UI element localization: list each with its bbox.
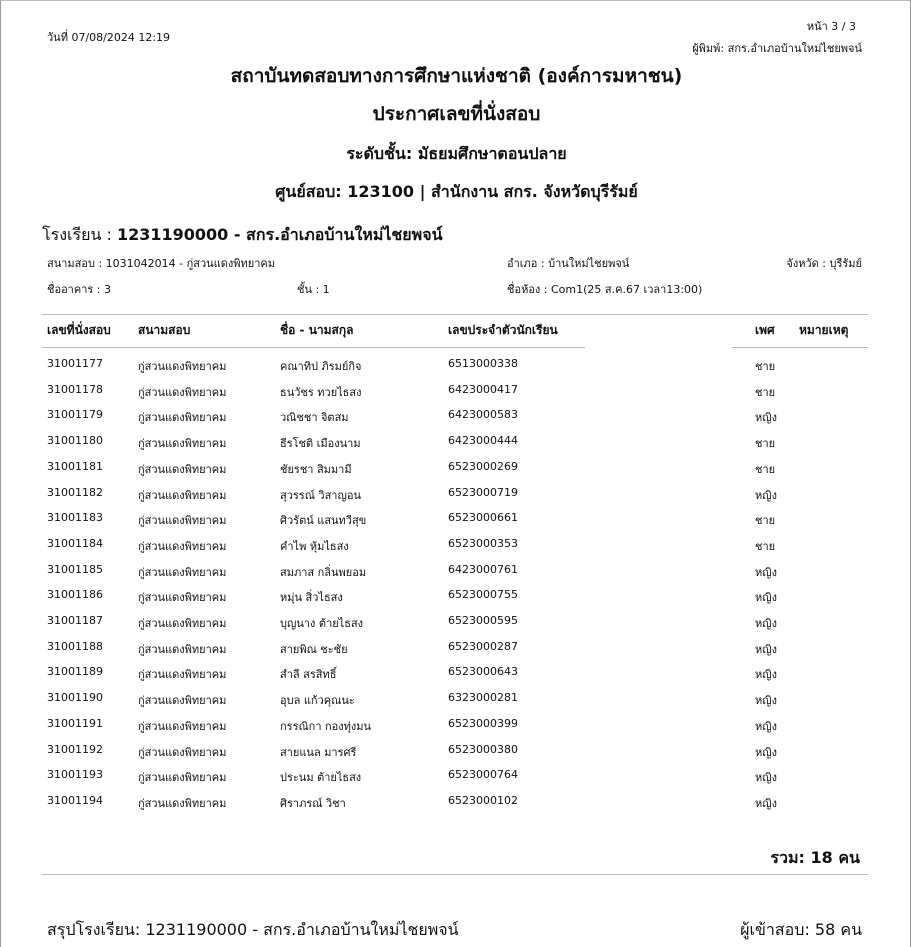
table-row [1, 588, 911, 614]
student-name: ศิราภรณ์ วิชา [280, 796, 346, 810]
sex-cell: หญิง [755, 719, 777, 733]
student-id: 6523000595 [448, 614, 518, 627]
student-id: 6523000380 [448, 742, 518, 756]
student-id: 6523000287 [448, 639, 518, 653]
student-id: 6513000338 [448, 357, 518, 370]
student-id: 6323000281 [448, 691, 518, 705]
sex-cell: ชาย [755, 360, 776, 373]
exam-site-cell: กู่สวนแดงพิทยาคม [138, 437, 227, 451]
table-row [1, 357, 911, 383]
student-name: สายแนล มารศรี [280, 745, 357, 759]
seat-number: 31001179 [47, 408, 103, 422]
sex-cell: ชาย [755, 462, 776, 476]
sex-cell: หญิง [755, 771, 777, 785]
sex-cell: หญิง [755, 642, 777, 656]
seat-number: 31001178 [47, 382, 103, 396]
student-id: 6523000102 [448, 793, 518, 807]
sex-cell: หญิง [755, 745, 777, 759]
student-name: ธีรโชติ เมืองนาม [280, 437, 361, 451]
exam-site-cell: กู่สวนแดงพิทยาคม [138, 694, 227, 708]
test-center-heading: ศูนย์สอบ: 123100 | สำนักงาน สกร. จังหวัดบุรีรัมย์ [275, 182, 638, 201]
exam-site: สนามสอบ : 1031042014 - กู่สวนแดงพิทยาคม [47, 257, 276, 270]
print-date: วันที่ 07/08/2024 12:19 [47, 31, 171, 44]
student-name: สุวรรณ์ วิสาญอน [280, 488, 361, 502]
table-row [1, 511, 911, 537]
sex-cell: หญิง [755, 694, 777, 708]
exam-site-cell: กู่สวนแดงพิทยาคม [138, 385, 227, 399]
table-row [1, 614, 911, 640]
table-row [1, 794, 911, 820]
school-summary: สรุปโรงเรียน: 1231190000 - สกร.อำเภอบ้านใหม่ไชยพจน์ [47, 920, 459, 939]
student-name: อุบล แก้วคุณนะ [280, 694, 355, 708]
table-top-rule [42, 314, 868, 315]
sex-cell: ชาย [755, 437, 776, 451]
table-row [1, 743, 911, 769]
table-row [1, 408, 911, 434]
school-label: โรงเรียน : [42, 225, 117, 244]
page-number: หน้า 3 / 3 [806, 20, 856, 33]
student-id: 6423000761 [448, 562, 518, 576]
seat-number: 31001183 [47, 511, 103, 525]
col-header-sex: เพศ [755, 323, 775, 337]
room: ชื่อห้อง : Com1(25 ส.ค.67 เวลา13:00) [507, 283, 703, 296]
seat-number: 31001181 [47, 459, 103, 473]
student-name: วณิชชา จิตสม [280, 411, 349, 425]
exam-site-cell: กู่สวนแดงพิทยาคม [138, 668, 227, 682]
table-row [1, 640, 911, 666]
student-name: ธนวัชร ทวยไธสง [280, 385, 362, 399]
sex-cell: หญิง [755, 668, 777, 682]
sex-cell: ชาย [755, 514, 776, 528]
student-id: 6523000764 [448, 768, 518, 782]
seat-number: 31001186 [47, 588, 103, 602]
seat-number: 31001192 [47, 742, 103, 756]
sex-cell: ชาย [755, 539, 776, 553]
student-name: สายพิณ ชะชัย [280, 642, 348, 656]
exam-site-cell: กู่สวนแดงพิทยาคม [138, 360, 227, 373]
seat-number: 31001185 [47, 562, 103, 576]
table-row [1, 665, 911, 691]
exam-site-cell: กู่สวนแดงพิทยาคม [138, 539, 227, 553]
col-header-note: หมายเหตุ [799, 323, 849, 337]
header-underline-left [42, 347, 585, 348]
building: ชื่ออาคาร : 3 [47, 283, 111, 296]
student-name: หมุ่น สิ่วไธสง [280, 591, 343, 605]
student-name: กรรณิกา กองทุ่งมน [280, 719, 372, 733]
col-header-seat: เลขที่นั่งสอบ [47, 323, 111, 337]
student-id: 6523000755 [448, 588, 518, 602]
seat-number: 31001190 [47, 691, 103, 705]
table-row [1, 691, 911, 717]
student-name: คณาทิป ภิรมย์กิจ [280, 360, 362, 373]
exam-site-cell: กู่สวนแดงพิทยาคม [138, 565, 227, 579]
seat-number: 31001180 [47, 434, 103, 448]
seat-number: 31001191 [47, 716, 103, 730]
sex-cell: ชาย [755, 385, 776, 399]
student-name: ศิวรัตน์ แสนทวีสุข [280, 514, 367, 528]
seat-number: 31001188 [47, 639, 103, 653]
student-id: 6523000719 [448, 485, 518, 499]
sex-cell: หญิง [755, 796, 777, 810]
exam-site-cell: กู่สวนแดงพิทยาคม [138, 642, 227, 656]
col-header-student-id: เลขประจำตัวนักเรียน [448, 323, 558, 337]
exam-site-cell: กู่สวนแดงพิทยาคม [138, 591, 227, 605]
level-heading: ระดับชั้น: มัธยมศึกษาตอนปลาย [346, 144, 567, 163]
attendee-count: ผู้เข้าสอบ: 58 คน [740, 920, 862, 939]
student-id: 6523000353 [448, 536, 518, 550]
col-header-site: สนามสอบ [138, 323, 191, 337]
header-underline-right [732, 347, 868, 348]
sex-cell: หญิง [755, 488, 777, 502]
table-row [1, 434, 911, 460]
seat-number: 31001184 [47, 536, 103, 550]
exam-site-cell: กู่สวนแดงพิทยาคม [138, 719, 227, 733]
student-id: 6423000583 [448, 408, 518, 422]
school-value: 1231190000 - สกร.อำเภอบ้านใหม่ไชยพจน์ [116, 225, 443, 244]
table-row [1, 563, 911, 589]
sex-cell: หญิง [755, 411, 777, 425]
student-name: บุญนาง ต้ายไธสง [280, 617, 364, 630]
exam-site-cell: กู่สวนแดงพิทยาคม [138, 462, 227, 476]
student-id: 6523000643 [448, 665, 518, 679]
summary-rule [42, 874, 868, 875]
table-row [1, 537, 911, 563]
student-name: ประนม ต้ายไธสง [280, 771, 362, 785]
exam-site-cell: กู่สวนแดงพิทยาคม [138, 514, 227, 528]
seat-number: 31001193 [47, 768, 103, 782]
sex-cell: หญิง [755, 617, 777, 630]
seat-number: 31001194 [47, 793, 103, 807]
student-name: ชัยรชา สิมมามี [280, 462, 352, 476]
floor: ชั้น : 1 [297, 283, 330, 296]
seat-number: 31001189 [47, 665, 103, 679]
student-id: 6523000661 [448, 511, 518, 525]
exam-site-cell: กู่สวนแดงพิทยาคม [138, 771, 227, 785]
table-row [1, 383, 911, 409]
exam-site-cell: กู่สวนแดงพิทยาคม [138, 745, 227, 759]
total-count: รวม: 18 คน [770, 848, 860, 867]
exam-site-cell: กู่สวนแดงพิทยาคม [138, 617, 227, 630]
table-row [1, 486, 911, 512]
student-name: สมภาส กลิ่นพยอม [280, 565, 367, 579]
seat-number: 31001177 [47, 357, 103, 370]
student-name: คำไพ หุ้มไธสง [280, 539, 349, 553]
sex-cell: หญิง [755, 591, 777, 605]
table-row [1, 717, 911, 743]
document-title: ประกาศเลขที่นั่งสอบ [372, 103, 541, 125]
table-row [1, 460, 911, 486]
seat-number: 31001187 [47, 614, 103, 627]
school-line [42, 223, 443, 248]
student-id: 6523000399 [448, 716, 518, 730]
student-name: สำลี สรสิทธิ์ [280, 668, 337, 682]
seat-number: 31001182 [47, 485, 103, 499]
sex-cell: หญิง [755, 565, 777, 579]
exam-site-cell: กู่สวนแดงพิทยาคม [138, 411, 227, 425]
exam-site-cell: กู่สวนแดงพิทยาคม [138, 796, 227, 810]
organization-title: สถาบันทดสอบทางการศึกษาแห่งชาติ (องค์การมหาชน) [230, 65, 683, 87]
table-row [1, 768, 911, 794]
col-header-name: ชื่อ - นามสกุล [280, 323, 354, 337]
student-id: 6423000444 [448, 434, 518, 448]
student-id: 6523000269 [448, 459, 518, 473]
exam-site-cell: กู่สวนแดงพิทยาคม [138, 488, 227, 502]
district: อำเภอ : บ้านใหม่ไชยพจน์ [507, 257, 630, 270]
printer-name: ผู้พิมพ์: สกร.อำเภอบ้านใหม่ไชยพจน์ [692, 42, 862, 55]
province: จังหวัด : บุรีรัมย์ [786, 257, 862, 270]
student-id: 6423000417 [448, 382, 518, 396]
